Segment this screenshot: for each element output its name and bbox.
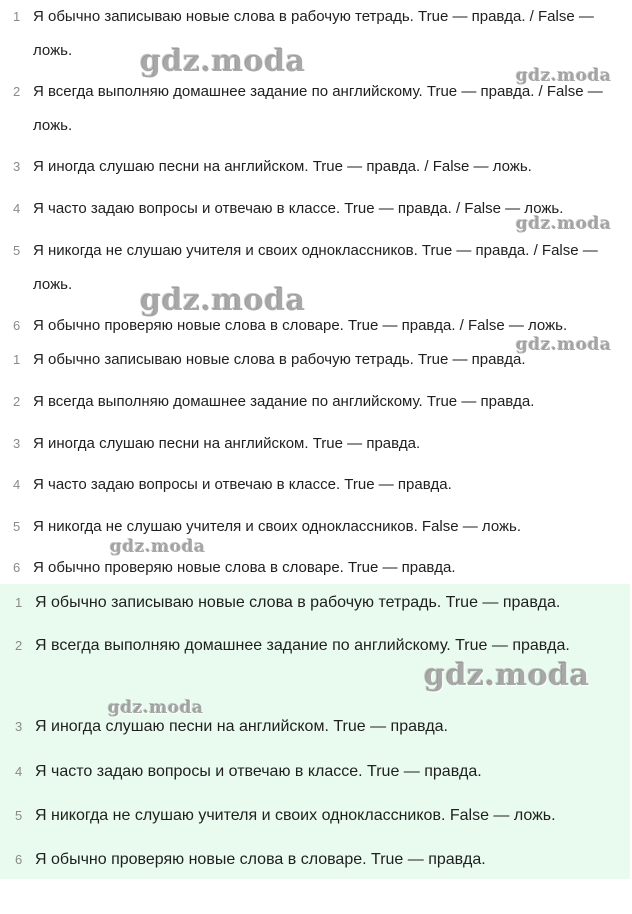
item-number: 5 [13, 519, 21, 534]
watermark: gdz.moda [140, 283, 306, 318]
item-number: 3 [13, 436, 21, 451]
item-number: 2 [13, 394, 21, 409]
item-text: Я обычно записываю новые слова в рабочую тетрадь. True — правда. [33, 351, 526, 368]
item-text: Я никогда не слушаю учителя и своих одноклассников. False — ложь. [35, 807, 556, 824]
item-number: 4 [13, 477, 21, 492]
item-number: 4 [13, 201, 21, 216]
item-text: Я обычно записываю новые слова в рабочую тетрадь. True — правда. [35, 594, 561, 611]
item-text: Я часто задаю вопросы и отвечаю в классе. True — правда. [33, 476, 452, 493]
item-text: Я часто задаю вопросы и отвечаю в классе. True — правда. / False — ложь. [33, 200, 564, 217]
watermark: gdz.moda [516, 214, 612, 234]
item-number: 6 [15, 852, 23, 867]
item-number: 6 [13, 318, 21, 333]
item-text: Я иногда слушаю песни на английском. True — правда. [33, 435, 421, 452]
highlighted-answers-block [0, 584, 630, 879]
item-text: Я часто задаю вопросы и отвечаю в классе. True — правда. [35, 763, 482, 780]
item-text: Я обычно проверяю новые слова в словаре. True — правда. [35, 851, 486, 868]
item-number: 2 [13, 84, 21, 99]
item-text: Я иногда слушаю песни на английском. True — правда. / False — ложь. [33, 158, 532, 175]
item-number: 1 [13, 9, 21, 24]
watermark: gdz.moda [140, 44, 306, 79]
item-text: Я обычно записываю новые слова в рабочую тетрадь. True — правда. / False — ложь. [33, 8, 594, 59]
item-number: 1 [15, 595, 23, 610]
item-text: Я никогда не слушаю учителя и своих одноклассников. True — правда. / False — ложь. [33, 242, 598, 293]
item-number: 5 [15, 808, 23, 823]
item-number: 3 [15, 719, 23, 734]
watermark: gdz.moda [424, 658, 590, 693]
item-text: Я обычно проверяю новые слова в словаре. True — правда. / False — ложь. [33, 317, 568, 334]
item-text: Я всегда выполняю домашнее задание по английскому. True — правда. [35, 637, 570, 654]
watermark: gdz.moda [108, 698, 204, 718]
watermark: gdz.moda [516, 66, 612, 86]
item-number: 1 [13, 352, 21, 367]
item-text: Я обычно проверяю новые слова в словаре. True — правда. [33, 559, 456, 576]
watermark: gdz.moda [110, 537, 206, 557]
item-text: Я иногда слушаю песни на английском. True — правда. [35, 718, 448, 735]
item-number: 2 [15, 638, 23, 653]
watermark: gdz.moda [516, 335, 612, 355]
item-text: Я никогда не слушаю учителя и своих одноклассников. False — ложь. [33, 518, 522, 535]
item-number: 3 [13, 159, 21, 174]
item-text: Я всегда выполняю домашнее задание по английскому. True — правда. [33, 393, 535, 410]
item-number: 5 [13, 243, 21, 258]
item-number: 4 [15, 764, 23, 779]
item-text: Я всегда выполняю домашнее задание по английскому. True — правда. / False — ложь. [33, 83, 603, 134]
item-number: 6 [13, 560, 21, 575]
